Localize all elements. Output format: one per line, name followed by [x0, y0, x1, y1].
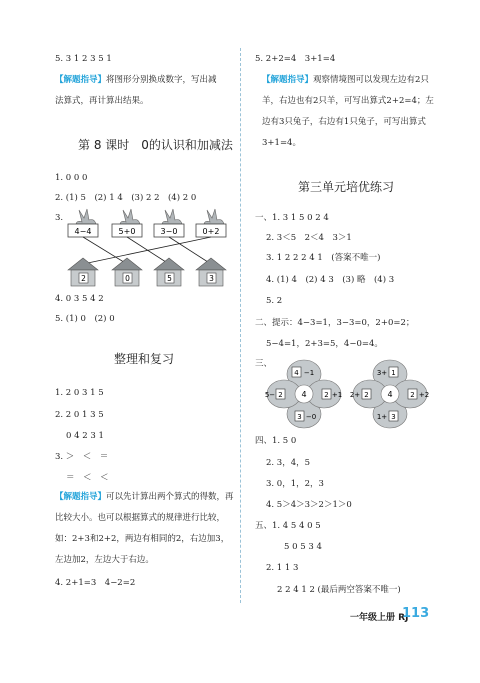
card-label: 0+2: [202, 227, 220, 236]
flower-puzzles: [262, 356, 442, 432]
unit-2-1: 二、提示：4−3=1，3−3=0，2+0=2；: [255, 318, 415, 328]
flower-value: 3: [391, 413, 396, 421]
bunny-icon: [204, 209, 224, 224]
tip-tag: 【解题指导】: [55, 492, 107, 502]
unit-5-1b: 5 0 5 3 4: [284, 542, 322, 552]
tip-text: 观察情境图可以发现左边有2只羊，右边也有2只羊，可写出算式2+2=4；左边有3只兔子，右边有1只兔子，可写出算式3+1=4。: [262, 75, 434, 148]
answer-5-prev: 5. 3 1 2 3 5 1: [55, 54, 112, 64]
review-4: 4. 2+1=3 4−2=2: [55, 578, 136, 588]
tip-tag: 【解题指导】: [262, 75, 314, 85]
matching-diagram: [62, 208, 232, 290]
card-label: 3−0: [160, 227, 178, 236]
bunny-icon: [162, 209, 182, 224]
unit-4-3: 3. 0，1，2，3: [266, 479, 324, 489]
section-title-lesson8: 第 8 课时 0的认识和加减法: [78, 138, 233, 152]
unit-5-1a: 五、1. 4 5 4 0 5: [255, 521, 321, 531]
unit-1-4: 4. (1) 4 (2) 4 3 (3) 略 (4) 3: [266, 275, 395, 285]
card-label: 4−4: [74, 227, 92, 236]
flower-value: 2: [364, 391, 369, 399]
review-3a: 3. ＞ ＜ ＝: [55, 452, 109, 462]
tip-block-3: [262, 70, 434, 154]
review-2b: 0 4 2 3 1: [66, 431, 104, 441]
unit-1-1: 一、1. 3 1 5 0 2 4: [255, 213, 329, 223]
flower-op: 3+: [376, 369, 388, 377]
answer-5-right: 5. 2+2=4 3+1=4: [255, 54, 336, 64]
section-title-review: 整理和复习: [114, 352, 175, 366]
house-number: 0: [125, 274, 130, 283]
flower-op: 2+: [349, 391, 361, 399]
unit-5-2b: 2 2 4 1 2 (最后两空答案不唯一): [277, 585, 401, 595]
answer-5: 5. (1) 0 (2) 0: [55, 314, 115, 324]
unit-4-4: 4. 5＞4＞3＞2＞1＞0: [266, 500, 352, 510]
review-3b: ＝ ＜ ＜: [66, 473, 109, 483]
unit-1-5: 5. 2: [266, 296, 283, 306]
flower-op: +2: [418, 391, 430, 399]
tip-block-2: [55, 487, 235, 571]
flower-op: 1+: [376, 413, 388, 421]
answer-4: 4. 0 3 5 4 2: [55, 294, 104, 304]
flower-value: 2: [278, 391, 283, 399]
flower-value: 4: [294, 369, 299, 377]
tip-text: 可以先计算出两个算式的得数，再比较大小。也可以根据算式的规律进行比较，如：2+3和2+2，两边有相同的2，右边加3，左边加2，左边大于右边。: [55, 492, 234, 565]
unit-1-3: 3. 1 2 2 2 4 1 (答案不唯一): [266, 253, 381, 263]
tip-tag: 【解题指导】: [55, 75, 107, 85]
unit-4-1: 四、1. 5 0: [255, 436, 297, 446]
footer-grade: 一年级上册 RJ: [350, 613, 409, 623]
house-number: 3: [209, 274, 214, 283]
review-1: 1. 2 0 3 1 5: [55, 388, 104, 398]
bunny-icon: [120, 209, 140, 224]
flower-value: 3: [297, 413, 302, 421]
flower-center: 4: [387, 390, 393, 399]
tip-text: 将图形分别换成数字，写出减法算式，再计算出结果。: [55, 75, 217, 106]
section-title-unit3: 第三单元培优练习: [298, 180, 395, 194]
page-number: 113: [402, 606, 430, 621]
answer-1: 1. 0 0 0: [55, 173, 88, 183]
flower-op: 5−: [264, 391, 276, 399]
unit-5-2a: 2. 1 1 3: [266, 563, 299, 573]
house-number: 5: [167, 274, 172, 283]
answer-2: 2. (1) 5 (2) 1 4 (3) 2 2 (4) 2 0: [55, 193, 197, 203]
flower-center: 4: [301, 390, 307, 399]
flower-op: −1: [303, 369, 315, 377]
card-label: 5+0: [118, 227, 136, 236]
house-number: 2: [81, 274, 86, 283]
unit-3-label: 三、: [255, 359, 273, 369]
review-2a: 2. 2 0 1 3 5: [55, 410, 104, 420]
column-divider: [240, 48, 241, 603]
flower-value: 1: [391, 369, 396, 377]
match-lines: [83, 237, 211, 264]
flower-op: −0: [305, 413, 317, 421]
flower-value: 2: [410, 391, 415, 399]
unit-2-2: 5−4=1，2+3=5，4−0=4。: [266, 339, 383, 349]
flower-value: 2: [324, 391, 329, 399]
answer-3-label: 3.: [55, 213, 64, 223]
unit-1-2: 2. 3＜5 2＜4 3＞1: [266, 233, 352, 243]
tip-block-1: [55, 70, 225, 112]
unit-4-2: 2. 3，4，5: [266, 458, 311, 468]
bunny-icon: [76, 209, 96, 224]
flower-op: +1: [331, 391, 343, 399]
